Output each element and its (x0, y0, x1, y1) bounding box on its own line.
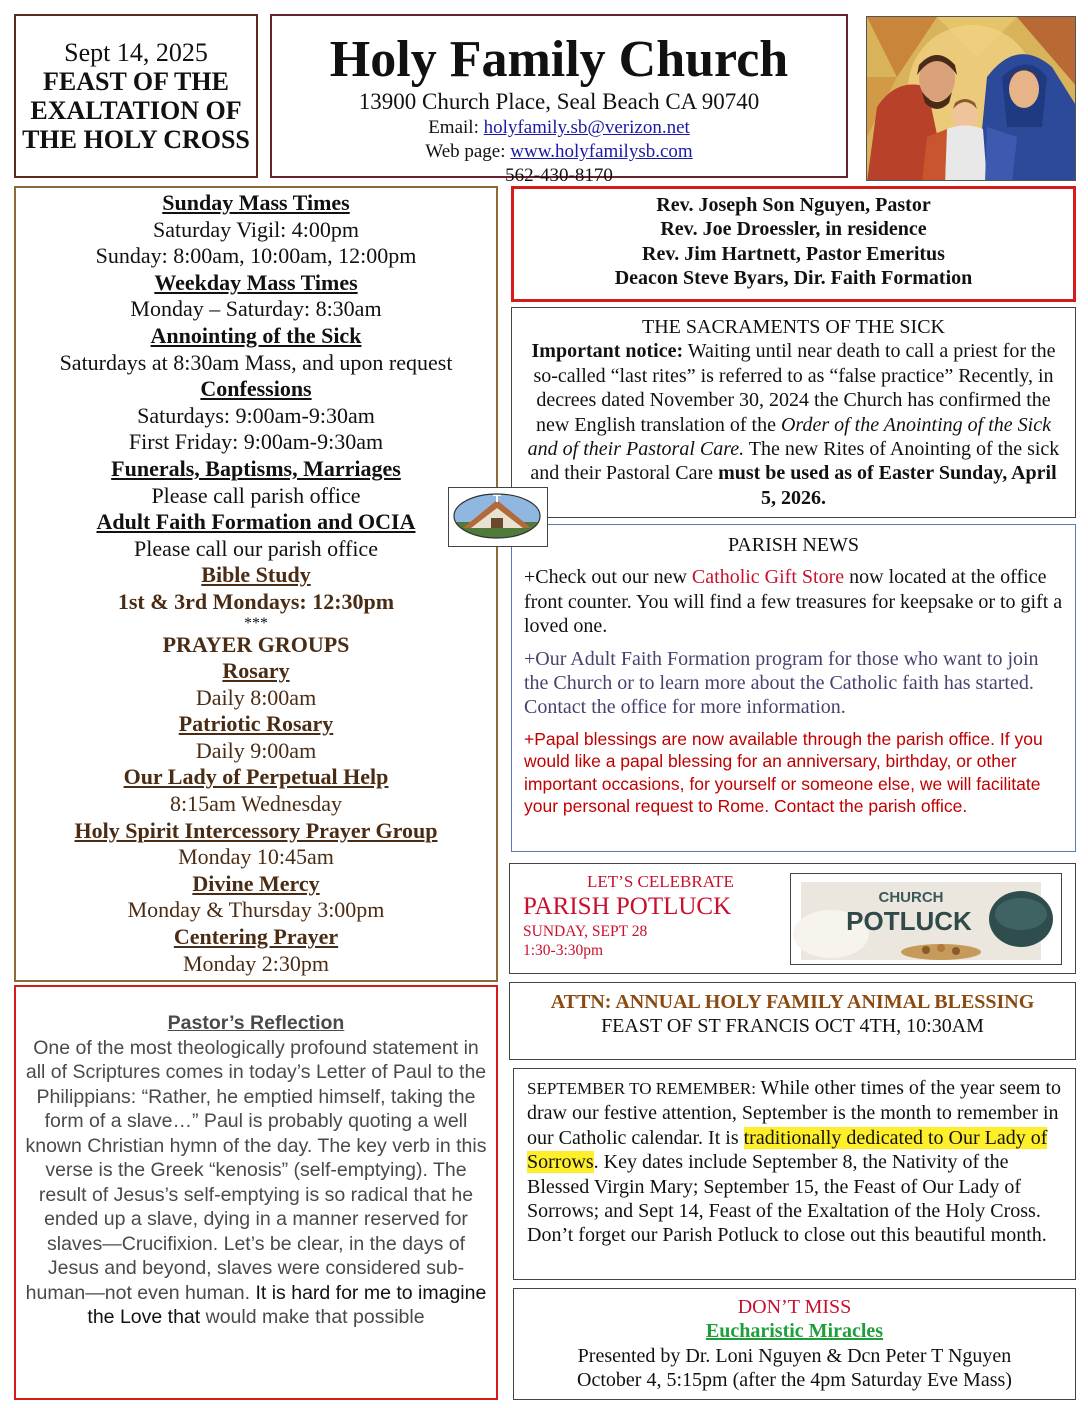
email-label: Email: (428, 117, 484, 138)
dont-miss-box (513, 1288, 1076, 1400)
clergy-box (511, 186, 1076, 302)
dont-miss-presenters: Presented by Dr. Loni Nguyen & Dcn Peter T Nguyen (577, 1344, 1012, 1367)
gift-store-link[interactable]: Catholic Gift Store (691, 566, 845, 589)
patriotic-rosary-title: Patriotic Rosary (178, 711, 334, 737)
sunday-mass-title: Sunday Mass Times (162, 190, 350, 215)
notice-text: Waiting until near death to call a priest for the so-called “last rites” is referred to as “false practice” Recently, in decrees dated November 30, 2024 the Church has confirmed the new English translation of the (533, 340, 1056, 436)
deadline-text: must be used as of Easter Sunday, April 5, 2026. (718, 462, 1057, 509)
animal-blessing-box (509, 982, 1076, 1060)
notice-label: Important notice: (531, 340, 684, 363)
date-box (14, 14, 258, 178)
news-item: +Papal blessings are now available through the parish office. If you would like a papal blessing for an anniversary, birthday, or other important occasions, for yourself or someone else, we will facilitate your personal request to Rome. Contact the parish office. (524, 728, 1043, 817)
confessions-title: Confessions (200, 376, 312, 402)
september-label: SEPTEMBER TO REMEMBER: (527, 1079, 756, 1098)
perpetual-help-time: 8:15am Wednesday (170, 791, 342, 817)
rosary-time: Daily 8:00am (195, 684, 317, 710)
divine-mercy-title: Divine Mercy (192, 870, 320, 896)
parish-news-title: PARISH NEWS (728, 534, 859, 556)
september-text: . Key dates include September 8, the Nativity of the Blessed Virgin Mary; September 15, the Feast of Our Lady of Sorrows; and Sept 14, Feast of the Exaltation of the Holy Cross. Don’t forget our Parish Potluck to close out this beautiful month. (527, 1151, 1047, 1247)
news-text: +Check out our new (524, 566, 692, 589)
web-link[interactable]: www.holyfamilysb.com (510, 141, 693, 162)
clergy-line: Rev. Jim Hartnett, Pastor Emeritus (642, 242, 945, 265)
divine-mercy-time: Monday & Thursday 3:00pm (127, 897, 385, 923)
reflection-text-end: would make that possible (200, 1306, 425, 1328)
clergy-line: Rev. Joe Droessler, in residence (660, 218, 927, 241)
bible-study-title: Bible Study (201, 562, 311, 588)
september-text: While other times of the year seem to draw our festive attention, September is the month to remember in our Catholic calendar. It is (527, 1077, 1062, 1149)
confessions-friday: First Friday: 9:00am-9:30am (128, 429, 384, 455)
prayer-groups-title: PRAYER GROUPS (162, 631, 350, 657)
faith-formation-title: Adult Faith Formation and OCIA (96, 509, 416, 535)
dont-miss-title: DON’T MISS (737, 1296, 852, 1318)
potluck-image-potluck: POTLUCK (846, 906, 972, 936)
reflection-text-dark: It is hard for me to imagine the Love that (87, 1281, 487, 1328)
sunday-mass-times: Sunday: 8:00am, 10:00am, 12:00pm (95, 243, 417, 269)
potluck-title: PARISH POTLUCK (523, 893, 732, 920)
potluck-box (509, 863, 1076, 974)
reflection-text: One of the most theologically profound statement in all of Scriptures comes in today’s Letter of Paul to the Philippians: “Rather, he emptied himself, taking the form of a slave…” Paul is probably quoting a well known Christian hymn of the day. The key verb in this verse is the Greek “kenosis” (self-emptying). The result of Jesus’s self-emptying is so radical that he ended up a slave, dying in a manner reserved for slaves—Crucifixion. Let’s be clear, in the days of Jesus and beyond, slaves were considered sub-human—not even human. (25, 1036, 487, 1304)
september-highlight: traditionally dedicated to Our Lady of Sorrows (527, 1126, 1048, 1174)
web-line (272, 140, 846, 164)
confessions-saturday: Saturdays: 9:00am-9:30am (137, 402, 375, 428)
header-box (270, 14, 848, 186)
separator: *** (244, 614, 268, 632)
church-name: Holy Family Church (329, 31, 789, 88)
news-text: now located at the office front counter. You will find a few treasures for keepsake or to gift a loved one. (524, 566, 1063, 638)
reflection-body (24, 1036, 488, 1330)
email-link[interactable]: holyfamily.sb@verizon.net (483, 117, 690, 138)
fbm-title: Funerals, Baptisms, Marriages (111, 455, 401, 481)
dont-miss-event[interactable]: Eucharistic Miracles (705, 1320, 884, 1343)
sacraments-box (511, 307, 1076, 518)
church-address: 13900 Church Place, Seal Beach CA 90740 (358, 89, 760, 114)
web-label: Web page: (425, 141, 511, 162)
anointing-text: Saturdays at 8:30am Mass, and upon request (59, 349, 453, 375)
rosary-title: Rosary (222, 658, 290, 684)
schedule-box (14, 186, 498, 982)
patriotic-rosary-time: Daily 9:00am (195, 737, 317, 763)
weekday-mass-title: Weekday Mass Times (154, 269, 358, 295)
potluck-image (790, 873, 1062, 965)
email-line (272, 116, 846, 140)
potluck-image-church: CHURCH (878, 889, 944, 906)
sacraments-body (526, 339, 1061, 510)
feast-line: FEAST OF THE (43, 67, 229, 96)
phone-number: 562-430-8170 (505, 165, 613, 186)
pastors-reflection-box (14, 985, 498, 1400)
perpetual-help-title: Our Lady of Perpetual Help (123, 764, 389, 790)
fbm-text: Please call parish office (151, 482, 361, 508)
animal-blessing-title: ATTN: ANNUAL HOLY FAMILY ANIMAL BLESSING (550, 991, 1035, 1013)
potluck-kicker: LET’S CELEBRATE (587, 872, 734, 891)
september-box (513, 1068, 1076, 1280)
dont-miss-when: October 4, 5:15pm (after the 4pm Saturday Eve Mass) (577, 1369, 1012, 1392)
potluck-text (523, 872, 734, 960)
potluck-date: SUNDAY, SEPT 28 (523, 923, 648, 940)
clergy-line: Deacon Steve Byars, Dir. Faith Formation (614, 267, 973, 290)
centering-prayer-title: Centering Prayer (173, 924, 339, 950)
order-title: Order of the Anointing of the Sick and of their Pastoral Care. (527, 413, 1051, 461)
reflection-title: Pastor’s Reflection (167, 1012, 345, 1034)
faith-formation-text: Please call our parish office (134, 535, 378, 561)
feast-line: THE HOLY CROSS (22, 125, 250, 154)
sacraments-title: THE SACRAMENTS OF THE SICK (642, 316, 945, 338)
clergy-line: Rev. Joseph Son Nguyen, Pastor (656, 194, 931, 216)
parish-news-box (511, 524, 1076, 852)
centering-prayer-time: Monday 2:30pm (182, 950, 330, 976)
saturday-vigil-time: Saturday Vigil: 4:00pm (152, 216, 360, 242)
anointing-title: Annointing of the Sick (150, 322, 362, 348)
holy-spirit-title: Holy Spirit Intercessory Prayer Group (74, 817, 438, 843)
bible-study-time: 1st & 3rd Mondays: 12:30pm (117, 588, 395, 614)
rites-text: The new Rites of Anointing of the sick and their Pastoral Care (530, 438, 1060, 485)
news-item: +Our Adult Faith Formation program for those who want to join the Church or to learn more about the Catholic faith has started. Contact the office for more information. (524, 647, 1039, 719)
news-item (524, 565, 1063, 638)
potluck-time: 1:30-3:30pm (523, 942, 604, 959)
holy-spirit-time: Monday 10:45am (178, 844, 334, 870)
feast-line: EXALTATION OF (30, 96, 242, 125)
holy-family-image (866, 16, 1076, 181)
animal-blessing-date: FEAST OF ST FRANCIS OCT 4TH, 10:30AM (601, 1015, 984, 1038)
church-building-badge (448, 487, 548, 547)
weekday-mass-times: Monday – Saturday: 8:30am (130, 296, 382, 322)
bulletin-date: Sept 14, 2025 (64, 38, 208, 67)
